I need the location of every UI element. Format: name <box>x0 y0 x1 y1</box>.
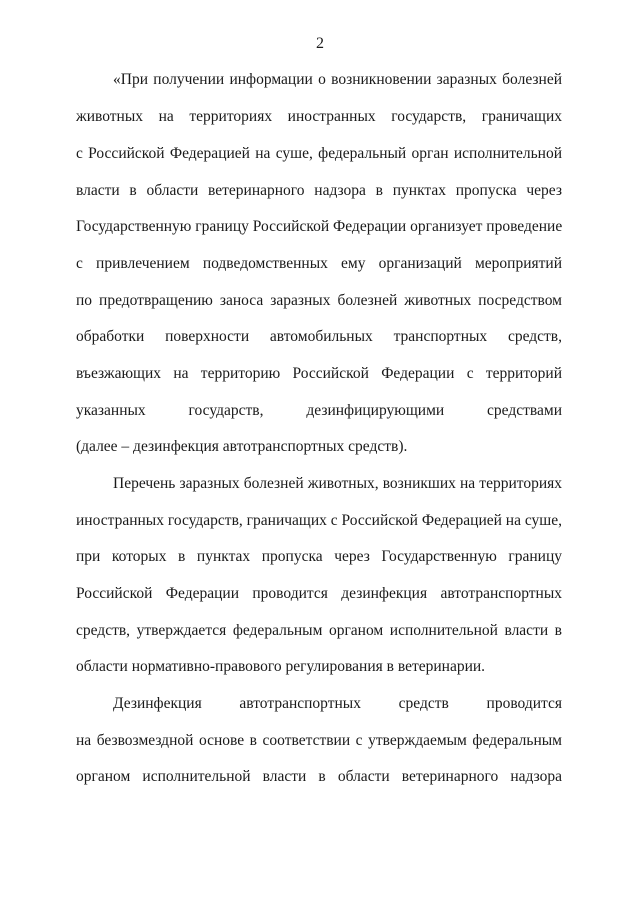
paragraph-1-line-2: животных на территориях иностранных государств, граничащих <box>76 108 562 125</box>
paragraph-2-line-1: Перечень заразных болезней животных, возникших на территориях <box>113 475 562 492</box>
paragraph-1-line-3: с Российской Федерацией на суше, федеральный орган исполнительной <box>76 145 562 162</box>
paragraph-3-line-2: на безвозмездной основе в соответствии с утверждаемым федеральным <box>76 732 562 749</box>
page-number: 2 <box>316 35 324 52</box>
paragraph-1-line-6: с привлечением подведомственных ему организаций мероприятий <box>76 255 562 272</box>
paragraph-2-line-6: области нормативно-правового регулирования в ветеринарии. <box>76 658 486 675</box>
paragraph-1-line-8: обработки поверхности автомобильных транспортных средств, <box>76 328 562 345</box>
paragraph-2-line-5: средств, утверждается федеральным органом исполнительной власти в <box>76 622 562 639</box>
paragraph-1-line-1: «При получении информации о возникновении заразных болезней <box>113 71 562 88</box>
paragraph-2-line-2: иностранных государств, граничащих с Российской Федерацией на суше, <box>76 512 562 529</box>
paragraph-1-line-5: Государственную границу Российской Федерации организует проведение <box>76 218 563 235</box>
paragraph-3-line-3: органом исполнительной власти в области ветеринарного надзора <box>76 768 562 785</box>
paragraph-2-line-4: Российской Федерации проводится дезинфекция автотранспортных <box>76 585 562 602</box>
paragraph-3-line-1: Дезинфекция автотранспортных средств проводится <box>113 695 562 712</box>
paragraph-1-line-11: (далее – дезинфекция автотранспортных средств). <box>76 438 408 455</box>
paragraph-1-line-7: по предотвращению заноса заразных болезней животных посредством <box>76 292 562 309</box>
paragraph-2-line-3: при которых в пунктах пропуска через Государственную границу <box>76 548 562 565</box>
paragraph-1-line-4: власти в области ветеринарного надзора в пунктах пропуска через <box>76 182 562 199</box>
paragraph-1-line-10: указанных государств, дезинфицирующими средствами <box>76 402 562 419</box>
paragraph-1-line-9: въезжающих на территорию Российской Федерации с территорий <box>76 365 562 382</box>
